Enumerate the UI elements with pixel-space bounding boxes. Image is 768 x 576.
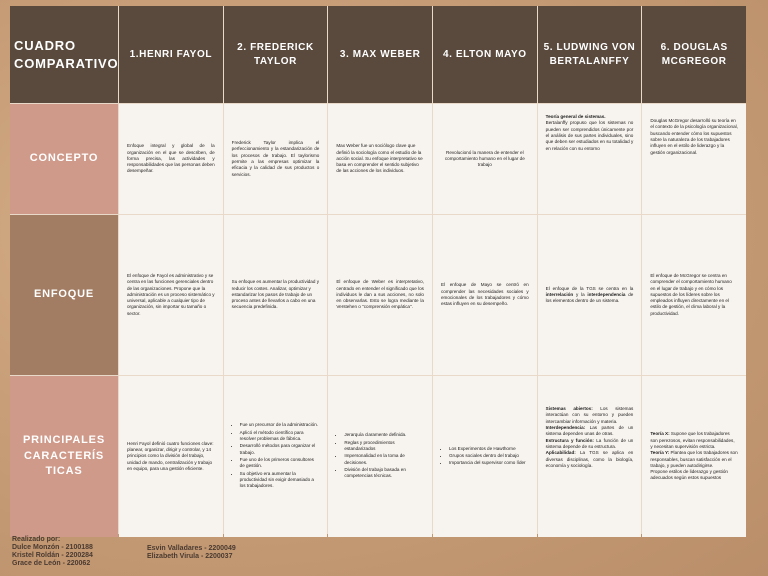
list-item: • Aplicó el método científico para resolver problemas de fábrica. <box>240 430 320 443</box>
cell-enfoque-taylor: Su enfoque es aumentar la productividad y reducir los costes. Analizar, optimizar y estandarizar los pasos de trabajo de un proceso antes de llevarlos a cabo en una secuencia predefinida. <box>224 215 328 375</box>
cell-enfoque-mcgregor: El enfoque de McGregor se centra en comprender el comportamiento humano en el lugar de trabajo y en cómo los supuestos de los líderes sobre los empleados influyen directamente en el estilo de gestión, el clima laboral y la productividad. <box>642 215 746 375</box>
header-fayol: 1.HENRI FAYOL <box>119 6 223 103</box>
cell-caract-weber <box>328 376 432 537</box>
credits-heading: Realizado por: <box>12 536 61 543</box>
header-taylor: 2. FREDERICK TAYLOR <box>224 6 328 103</box>
row-label-caracteristicas: PRINCIPALES CARACTERÍS TICAS <box>10 376 118 537</box>
cell-caract-fayol: Henri Fayol definió cuatro funciones clave: planear, organizar, dirigir y controlar, y 14 principios como la división del trabajo, unidad de mando, centralización y trabajo en equipo, para una gestión eficiente. <box>119 376 223 537</box>
credit-name: Elizabeth Virula - 2200037 <box>147 553 233 561</box>
cell-caract-bertalanffy: Sistemas abiertos: Los sistemas interactúan con su entorno y pueden intercambiar información y materia. Interdependencia: Las partes de un sistema dependen unas de otras. Estructura y función: La función de un sistema depende de su estructura. Aplicabilidad: La TGS se aplica en diversas disciplinas, como la biología, economía y sociología. <box>538 376 642 537</box>
list-item: • Grupos sociales dentro del trabajo <box>449 453 526 459</box>
cell-enfoque-fayol: El enfoque de Fayol es administrativo y se centra en las funciones gerenciales dentro de las organizaciones. Propone que la administración es un proceso sistemático y universal, aplicable a cualquier tipo de organización, sin importar su tamaño o sector. <box>119 215 223 375</box>
row-label-enfoque: ENFOQUE <box>10 215 118 375</box>
table-title: CUADRO COMPARATIVO <box>10 6 118 103</box>
cell-enfoque-weber: El enfoque de Weber es interpretativo, centrado en entender el significado que los individuos le dan a sus acciones, no solo en observarlas. Esto se logra mediante la Verstehen o "comprensión empática". <box>328 215 432 375</box>
list-item: • Los Experimentos de Hawthorne <box>449 446 526 452</box>
list-item: • Fue un precursor de la administración. <box>240 422 320 428</box>
header-weber: 3. MAX WEBER <box>328 6 432 103</box>
cell-enfoque-bertalanffy: El enfoque de la TGS se centra en la interrelación y la interdependencia de los elementos dentro de un sistema. <box>538 215 642 375</box>
credit-name: Dulce Monzón - 2100188 <box>12 544 93 552</box>
credit-name: Kristel Roldán - 2200284 <box>12 552 93 560</box>
credits-col2 <box>147 545 236 561</box>
cell-concepto-mayo: Revolucionó la manera de entender el comportamiento humano en el lugar de trabajo <box>433 104 537 214</box>
header-bertalanffy: 5. LUDWING VON BERTALANFFY <box>538 6 642 103</box>
cell-caract-taylor <box>224 376 328 537</box>
row-label-concepto: CONCEPTO <box>10 104 118 214</box>
list-item: • Jerarquía claramente definida. <box>344 432 424 438</box>
cell-concepto-fayol: Enfoque integral y global de la organización en el que se describen, de forma precisa, las actividades y responsabilidades que las personas deben desempeñar. <box>119 104 223 214</box>
comparison-table <box>10 6 746 534</box>
credit-name: Esvin Valladares - 2200049 <box>147 545 236 552</box>
cell-concepto-bertalanffy: Teoría general de sistemas. Bertalanffy propuso que los sistemas no pueden ser comprendidos únicamente por el análisis de sus partes individuales, sino que deben ser estudiados en su totalidad y en relación con su entorno <box>538 104 642 214</box>
list-item: • Impersonalidad en la toma de decisiones. <box>344 453 424 466</box>
list-item: • Desarrolló métodos para organizar el trabajo. <box>240 443 320 456</box>
cell-caract-mcgregor: Teoría X: Supone que los trabajadores son perezosos, evitan responsabilidades, y necesitan supervisión estricta. Teoría Y: Plantea que los trabajadores son responsables, buscan satisfacción en el trabajo, y pueden autodirigirse. Propone estilos de liderazgo y gestión adecuados según estos supuestos <box>642 376 746 537</box>
cell-concepto-taylor: Frederick Taylor implica el perfeccionamiento y la estandarización de los procesos de trabajo. El taylorismo permite a las empresas optimizar la eficacia y la calidad de sus productos o servicios. <box>224 104 328 214</box>
cell-enfoque-mayo: El enfoque de Mayo se centró en comprender las necesidades sociales y emocionales de los trabajadores y cómo estas influyen en su desempeño. <box>433 215 537 375</box>
cell-concepto-weber: Max Weber fue un sociólogo clave que definió la sociología como el estudio de la acción social. Su enfoque interpretativo se basa en comprender el sentido subjetivo de las acciones de los individuos. <box>328 104 432 214</box>
credits-col1 <box>12 536 93 568</box>
list-item: • División del trabajo basada en competencias técnicas. <box>344 467 424 480</box>
header-mcgregor: 6. DOUGLAS MCGREGOR <box>642 6 746 103</box>
cell-concepto-mcgregor: Douglas McGregor desarrolló su teoría en el contexto de la psicología organizacional, buscando entender cómo los supuestos sobre la naturaleza de los trabajadores influyen en el estilo de liderazgo y la gestión organizacional. <box>642 104 746 214</box>
list-item: • Importancia del supervisor como líder <box>449 460 526 466</box>
list-item: • Su objetivo era aumentar la productividad sin exigir demasiado a los trabajadores. <box>240 471 320 490</box>
list-item: • Fue uno de los primeros consultores de gestión. <box>240 457 320 470</box>
header-mayo: 4. ELTON MAYO <box>433 6 537 103</box>
list-item: • Reglas y procedimientos estandarizados <box>344 440 424 453</box>
credit-name: Grace de León - 220062 <box>12 560 91 568</box>
cell-caract-mayo <box>433 376 537 537</box>
